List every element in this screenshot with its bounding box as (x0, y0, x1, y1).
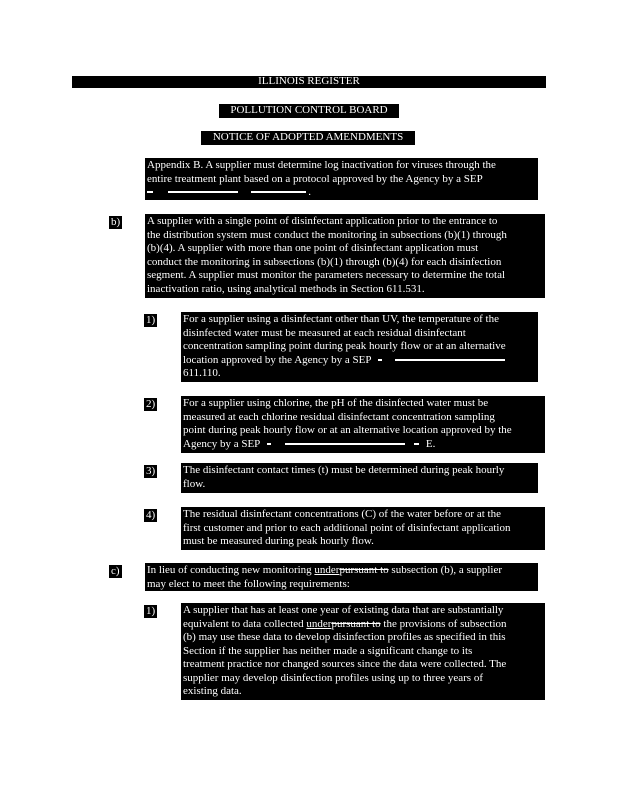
item-c1-line: treatment practice nor changed sources since the data were collected. The (183, 658, 507, 670)
subsection-c-line-2: may elect to meet the following requirements: (147, 577, 350, 590)
subsection-b-line: A supplier with a single point of disinfectant application prior to the entrance to (147, 215, 498, 227)
item-c1-line (183, 618, 507, 631)
inserted-text: under (306, 617, 332, 630)
deleted-text: pursuant to (331, 617, 381, 630)
item-b2-marker: 2) (146, 398, 156, 410)
item-b2-line: measured at each chlorine residual disinfectant concentration sampling (183, 410, 495, 423)
item-c1-line: supplier may develop disinfection profiles using up to three years of (183, 671, 483, 684)
item-b2-line: point during peak hourly flow or at an alternative location approved by the (183, 424, 512, 436)
item-c1-line: (b) may use these data to develop disinfection profiles as specified in this (183, 631, 506, 643)
intro-line-3-tail: . (308, 186, 311, 198)
notice-title: NOTICE OF ADOPTED AMENDMENTS (212, 131, 404, 143)
redaction-mark (285, 443, 405, 445)
deleted-text: pursuant to (339, 564, 389, 576)
item-c1-line: existing data. (183, 685, 242, 697)
redaction-mark (267, 443, 271, 445)
intro-line-1: Appendix B. A supplier must determine log inactivation for viruses through the (147, 159, 496, 171)
subsection-b-line: inactivation ratio, using analytical methods in Section 611.531. (147, 282, 425, 295)
item-b4-marker: 4) (146, 509, 156, 521)
item-b1-line (183, 354, 505, 367)
item-b1-line: concentration sampling point during peak hourly flow or at an alternative (183, 340, 506, 352)
intro-line-2: entire treatment plant based on a protocol approved by the Agency by a SEP (147, 172, 483, 185)
item-b3-marker: 3) (146, 465, 156, 477)
item-b1-marker: 1) (146, 314, 156, 326)
intro-line-3 (147, 186, 311, 199)
item-b2-line: For a supplier using chlorine, the pH of the disinfected water must be (183, 397, 489, 409)
subsection-c-text: In lieu of conducting new monitoring (147, 564, 315, 576)
item-b1-line-text: location approved by the Agency by a SEP (183, 353, 372, 366)
register-title: ILLINOIS REGISTER (258, 75, 360, 87)
item-b2-line-text: Agency by a SEP (183, 437, 260, 450)
redaction-mark (414, 443, 419, 445)
item-b1-line: For a supplier using a disinfectant other than UV, the temperature of the (183, 313, 499, 325)
item-b3-line: flow. (183, 477, 206, 490)
item-b3-line: The disinfectant contact times (t) must be determined during peak hourly (183, 464, 505, 476)
board-title: POLLUTION CONTROL BOARD (230, 104, 388, 116)
subsection-b-line: (b)(4). A supplier with more than one point of disinfectant application must (147, 242, 479, 254)
subsection-b-line: segment. A supplier must monitor the parameters necessary to determine the total (147, 269, 506, 281)
redaction-mark (251, 191, 306, 193)
subsection-b-line: conduct the monitoring in subsections (b)(1) through (b)(4) for each disinfection (147, 255, 502, 268)
redaction-mark (168, 191, 238, 193)
subsection-b-marker: b) (111, 216, 121, 228)
item-c1-marker: 1) (146, 605, 156, 617)
redaction-mark (378, 359, 382, 361)
item-b4-line: The residual disinfectant concentrations (C) of the water before or at the (183, 508, 501, 520)
redaction-mark (395, 359, 505, 361)
item-b1-line: disinfected water must be measured at each residual disinfectant (183, 326, 466, 339)
item-b4-line: first customer and prior to each additional point of disinfectant application (183, 521, 511, 534)
item-b2-line (183, 438, 435, 451)
item-b2-line-tail: E. (425, 437, 436, 450)
redaction-mark (147, 191, 153, 193)
inserted-text: under (314, 564, 340, 576)
subsection-b-line: the distribution system must conduct the monitoring in subsections (b)(1) through (147, 228, 507, 241)
subsection-c-marker: c) (111, 565, 120, 577)
subsection-c-text: subsection (b), a supplier (388, 564, 503, 576)
item-c1-line: A supplier that has at least one year of existing data that are substantially (183, 604, 504, 616)
item-c1-text: the provisions of subsection (380, 617, 507, 630)
subsection-c-line-1 (147, 564, 502, 577)
item-c1-line: Section if the supplier has neither made a significant change to its (183, 644, 473, 657)
item-c1-text: equivalent to data collected (183, 617, 307, 630)
item-b1-line: 611.110. (183, 367, 221, 379)
item-b4-line: must be measured during peak hourly flow. (183, 535, 374, 547)
